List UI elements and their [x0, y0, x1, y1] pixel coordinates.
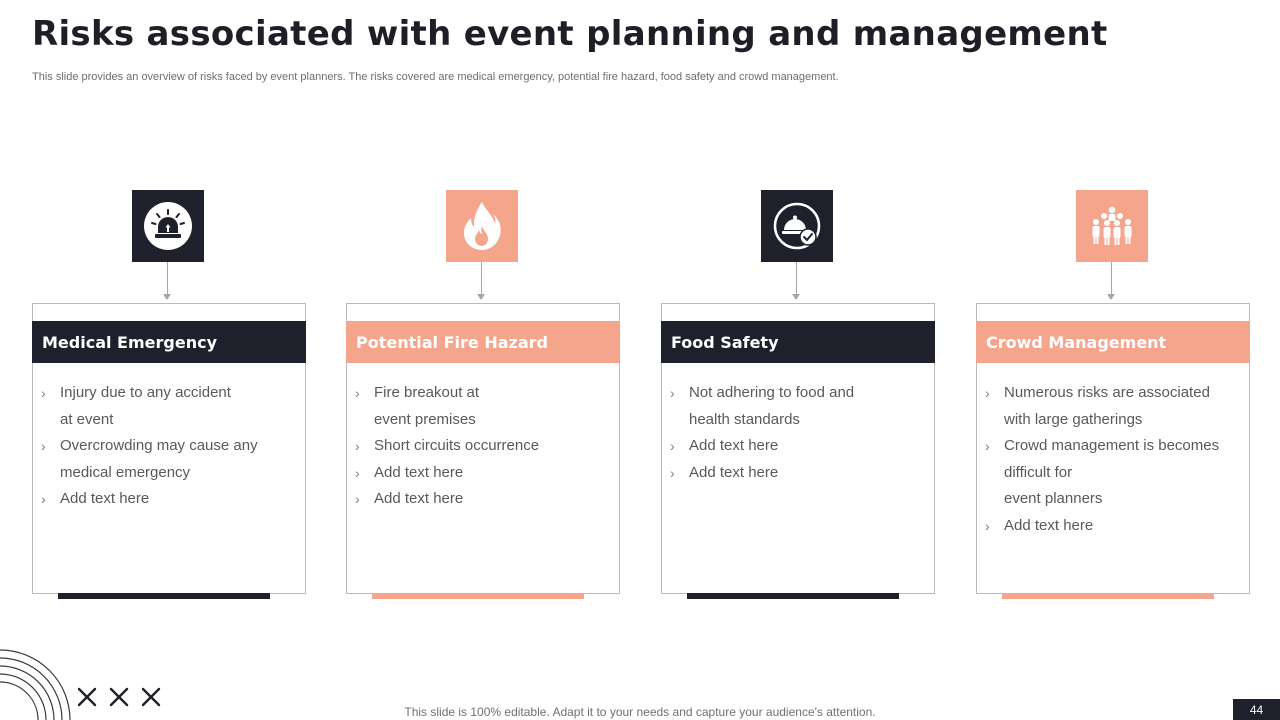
connector-line [1111, 262, 1112, 296]
risk-list [670, 380, 932, 486]
connector-line [481, 262, 482, 296]
list-item: › Injury due to any accident [41, 380, 303, 407]
card-accent-bar [1002, 593, 1214, 599]
icon-tile [1076, 190, 1148, 262]
connector-arrow [1107, 294, 1115, 300]
siren-icon [143, 201, 193, 251]
card-heading: Food Safety [661, 321, 935, 363]
card-accent-bar [687, 593, 899, 599]
risk-column-crowd-management [976, 190, 1250, 600]
risk-card [661, 303, 935, 594]
card-heading: Potential Fire Hazard [346, 321, 620, 363]
list-item-continuation: difficult for [1004, 463, 1073, 481]
list-item: › Short circuits occurrence [355, 433, 617, 460]
list-item-continuation: medical emergency [60, 463, 191, 481]
risk-list [41, 380, 303, 513]
list-item: › Add text here [355, 460, 617, 487]
fire-icon [459, 200, 505, 252]
icon-tile [761, 190, 833, 262]
list-item-continuation: health standards [689, 410, 800, 428]
risk-column-food-safety [661, 190, 935, 600]
list-item-continuation: event premises [374, 410, 476, 428]
risk-list [985, 380, 1247, 539]
connector-line [167, 262, 168, 296]
crowd-icon [1090, 206, 1134, 246]
icon-tile [132, 190, 204, 262]
connector-arrow [163, 294, 171, 300]
list-item: › Fire breakout at [355, 380, 617, 407]
connector-arrow [477, 294, 485, 300]
risk-card [32, 303, 306, 594]
list-item-continuation: at event [60, 410, 114, 428]
list-item: › Numerous risks are associated [985, 380, 1247, 407]
risk-column-fire-hazard [346, 190, 620, 600]
footer-note: This slide is 100% editable. Adapt it to your needs and capture your audience's attention. [404, 705, 876, 719]
list-item-continuation: event planners [1004, 490, 1103, 507]
risk-card [976, 303, 1250, 594]
card-accent-bar [372, 593, 584, 599]
list-item: › Overcrowding may cause any [41, 433, 303, 460]
slide-subtitle: This slide provides an overview of risks faced by event planners. The risks covered are medical emergency, potential fire hazard, food safety and crowd management. [32, 71, 839, 83]
card-accent-bar [58, 593, 270, 599]
food-safety-icon [772, 201, 822, 251]
list-item: › Crowd management is becomes [985, 433, 1247, 460]
risk-list [355, 380, 617, 513]
risk-card [346, 303, 620, 594]
list-item: › Add text here [985, 513, 1247, 540]
slide-title: Risks associated with event planning and management [32, 14, 1108, 54]
connector-arrow [792, 294, 800, 300]
card-heading: Medical Emergency [32, 321, 306, 363]
list-item: › Add text here [355, 486, 617, 513]
list-item: › Not adhering to food and [670, 380, 932, 407]
list-item-continuation: with large gatherings [1004, 410, 1143, 428]
list-item: › Add text here [41, 486, 303, 513]
connector-line [796, 262, 797, 296]
card-heading: Crowd Management [976, 321, 1250, 363]
icon-tile [446, 190, 518, 262]
list-item: › Add text here [670, 433, 932, 460]
risk-column-medical-emergency [32, 190, 306, 600]
list-item: › Add text here [670, 460, 932, 487]
page-number: 44 [1233, 699, 1280, 720]
